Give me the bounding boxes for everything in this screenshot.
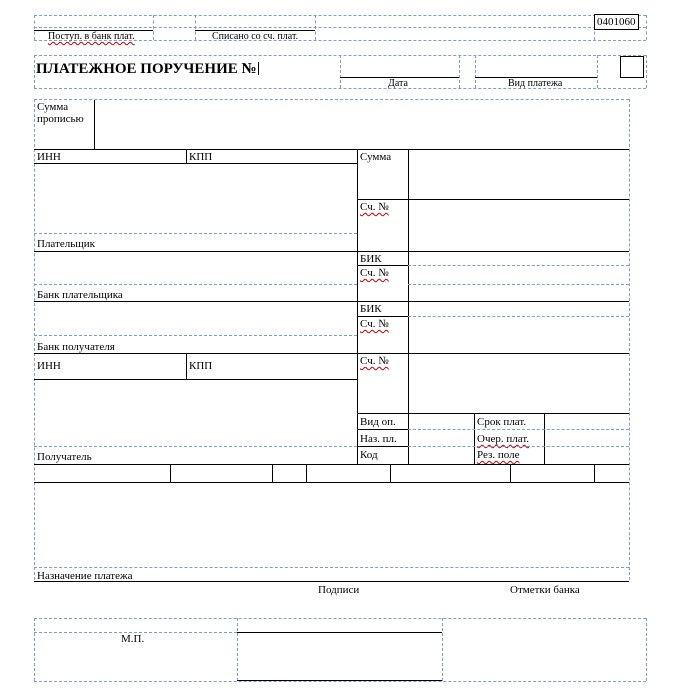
recipient-bank-field[interactable] <box>36 303 354 333</box>
table-rule <box>357 429 408 430</box>
reserve-label: Рез. поле <box>477 449 520 461</box>
text-cursor <box>258 62 259 75</box>
column-divider-1 <box>357 149 358 464</box>
table-guide <box>34 567 629 568</box>
recipient-inn-label: ИНН <box>37 360 61 372</box>
received-label: Поступ. в банк плат. <box>48 31 135 42</box>
title-guide <box>340 55 341 88</box>
table-rule <box>34 163 357 164</box>
table-rule <box>357 316 408 317</box>
title-guide <box>646 55 647 88</box>
signature-guide <box>34 681 646 682</box>
table-guide <box>408 284 629 285</box>
title-guide <box>597 55 598 88</box>
recipient-account-label: Сч. № <box>360 355 389 367</box>
document-title[interactable]: ПЛАТЕЖНОЕ ПОРУЧЕНИЕ № <box>36 61 257 77</box>
header-guide <box>34 27 646 28</box>
header-guide <box>646 15 647 40</box>
table-rule <box>34 379 357 380</box>
recipient-label: Получатель <box>37 451 92 463</box>
title-guide <box>34 55 35 88</box>
amount-words-field[interactable] <box>96 102 626 147</box>
table-rule <box>390 464 391 482</box>
purpose-code-label: Наз. пл. <box>360 433 397 445</box>
table-rule <box>594 464 595 482</box>
signature-guide <box>237 618 238 681</box>
stamp-label: М.П. <box>121 633 145 645</box>
recipient-bank-label: Банк получателя <box>37 341 115 353</box>
signature-guide <box>34 618 35 681</box>
payer-bank-label: Банк плательщика <box>37 289 123 301</box>
table-guide <box>34 446 357 447</box>
table-rule <box>357 446 408 447</box>
table-rule <box>170 464 171 482</box>
table-guide <box>34 99 629 100</box>
table-guide <box>408 446 629 447</box>
header-top-guide <box>34 15 646 16</box>
table-rule <box>544 413 545 464</box>
table-guide <box>34 335 357 336</box>
purpose-field[interactable] <box>36 485 626 565</box>
payment-type-label: Вид платежа <box>508 78 563 89</box>
recipient-name-field[interactable] <box>36 381 354 445</box>
signature-field[interactable] <box>240 635 439 677</box>
table-rule <box>34 464 629 465</box>
signatures-label: Подписи <box>318 584 360 596</box>
payer-bank-account-label: Сч. № <box>360 267 389 279</box>
table-guide <box>629 99 630 580</box>
payer-inn-label: ИНН <box>37 151 61 163</box>
op-type-label: Вид оп. <box>360 416 396 428</box>
title-guide <box>459 55 460 88</box>
table-guide <box>34 233 357 234</box>
signature-guide <box>646 618 647 681</box>
amount-words-label: Сумма прописью <box>37 101 84 125</box>
table-guide <box>34 99 35 580</box>
table-rule <box>357 413 629 414</box>
payer-name-field[interactable] <box>36 165 354 231</box>
table-rule <box>272 464 273 482</box>
debited-label: Списано со сч. плат. <box>212 31 299 42</box>
sum-field[interactable] <box>410 151 626 197</box>
recipient-bik-label: БИК <box>360 303 382 315</box>
table-rule <box>357 265 408 266</box>
table-rule <box>186 353 187 379</box>
table-rule <box>357 199 629 200</box>
term-label: Срок плат. <box>477 416 527 428</box>
amount-words-divider <box>94 100 95 149</box>
signature-line-1 <box>237 632 442 633</box>
form-code: 0401060 <box>594 14 639 30</box>
signature-guide <box>442 618 443 681</box>
payer-status-box[interactable] <box>620 56 644 78</box>
table-guide <box>408 316 629 317</box>
sum-label: Сумма <box>360 151 392 163</box>
signature-line-2 <box>237 680 442 681</box>
code-label: Код <box>360 449 378 461</box>
bank-marks-label: Отметки банка <box>510 584 580 596</box>
purpose-label: Назначение платежа <box>37 570 133 582</box>
recipient-bank-account-label: Сч. № <box>360 318 389 330</box>
table-rule <box>474 413 475 464</box>
payer-label: Плательщик <box>37 238 95 250</box>
payer-account-field[interactable] <box>410 201 626 249</box>
recipient-kpp-label: КПП <box>189 360 213 372</box>
table-rule <box>186 149 187 163</box>
table-rule <box>510 464 511 482</box>
table-rule <box>34 353 629 354</box>
payer-bik-label: БИК <box>360 253 382 265</box>
column-divider-2 <box>408 149 409 464</box>
date-label: Дата <box>388 78 408 89</box>
bank-marks-field[interactable] <box>445 620 643 678</box>
table-rule <box>34 581 629 582</box>
table-guide <box>408 429 629 430</box>
signature-guide <box>34 618 646 619</box>
recipient-account-field[interactable] <box>410 355 626 411</box>
table-rule <box>34 301 629 302</box>
payer-account-label: Сч. № <box>360 201 389 213</box>
payer-kpp-label: КПП <box>189 151 213 163</box>
payer-bank-field[interactable] <box>36 253 354 283</box>
table-rule <box>34 149 629 150</box>
table-guide <box>34 284 357 285</box>
table-rule <box>34 482 629 483</box>
table-rule <box>34 251 629 252</box>
table-guide <box>408 265 629 266</box>
title-guide <box>475 55 476 88</box>
order-label: Очер. плат. <box>477 433 530 445</box>
table-rule <box>306 464 307 482</box>
